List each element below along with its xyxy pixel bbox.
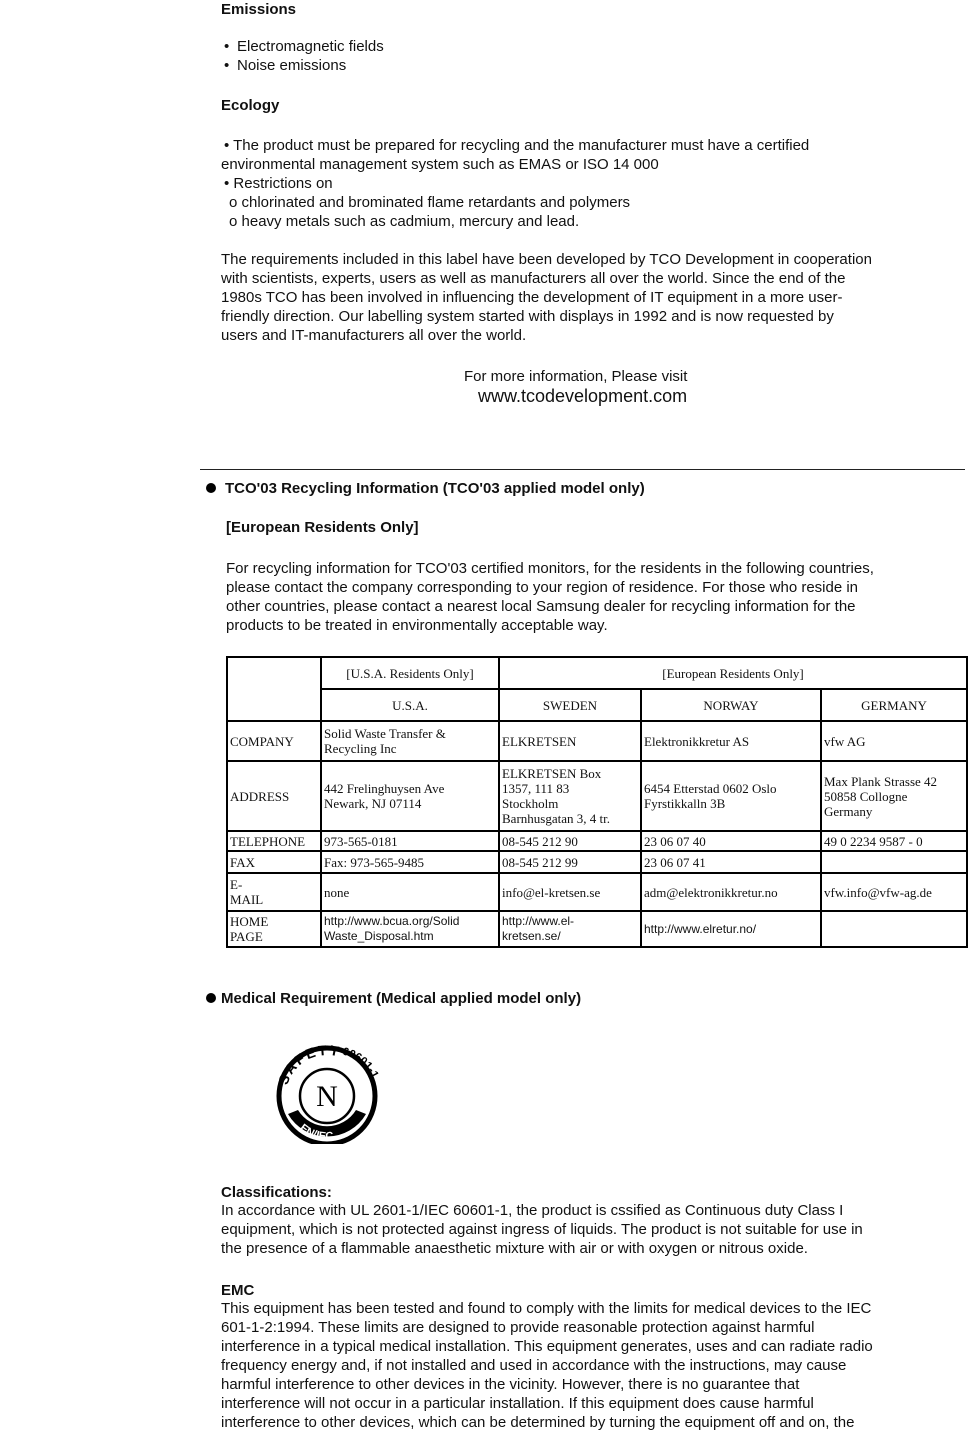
ecology-line: • Restrictions on <box>224 175 333 192</box>
seal-top-text: SAFETY <box>274 1044 343 1087</box>
telephone-norway: 23 06 07 40 <box>641 831 821 851</box>
address-line: 442 Frelinghuysen Ave <box>324 781 445 796</box>
more-info-url[interactable]: www.tcodevelopment.com <box>478 386 688 406</box>
svg-text:60601-1 <box>341 1046 380 1081</box>
row-label-homepage <box>227 911 321 947</box>
telephone-germany: 49 0 2234 9587 - 0 <box>821 831 967 851</box>
homepage-sweden[interactable] <box>499 911 641 947</box>
paragraph-line: equipment, which is not protected against ingress of liquids. The product is not suitable for use in <box>221 1221 863 1238</box>
paragraph-line: frequency energy and, if not installed and used in accordance with the instructions, may cause <box>221 1357 847 1374</box>
tco-recycling-paragraph <box>226 559 968 635</box>
address-usa <box>321 761 499 831</box>
tco-recycling-heading: TCO'03 Recycling Information (TCO'03 applied model only) <box>225 480 645 497</box>
table-row <box>227 721 967 761</box>
row-label-telephone: TELEPHONE <box>227 831 321 851</box>
row-label-company: COMPANY <box>227 721 321 761</box>
tco-recycling-subheading: [European Residents Only] <box>226 519 419 536</box>
company-sweden: ELKRETSEN <box>499 721 641 761</box>
label-line: HOME <box>230 914 269 929</box>
homepage-usa[interactable] <box>321 911 499 947</box>
url-line: Waste_Disposal.htm <box>324 929 434 943</box>
paragraph-line: users and IT-manufacturers all over the world. <box>221 327 527 344</box>
email-norway[interactable]: adm@elektronikkretur.no <box>641 873 821 911</box>
table-corner-cell <box>227 657 321 721</box>
table-row <box>227 851 967 873</box>
safety-seal-icon <box>272 1044 382 1144</box>
url-line: http://www.bcua.org/Solid <box>324 914 460 928</box>
fax-germany <box>821 851 967 873</box>
url-line: kretsen.se/ <box>502 929 561 943</box>
table-row <box>227 831 967 851</box>
address-line: 1357, 111 83 <box>502 781 570 796</box>
paragraph-line: interference in a typical medical installation. This equipment generates, uses and can radiate radio <box>221 1338 873 1355</box>
seal-center: N <box>316 1080 338 1113</box>
col-germany: GERMANY <box>821 689 967 721</box>
row-label-address: ADDRESS <box>227 761 321 831</box>
paragraph-line: The requirements included in this label have been developed by TCO Development in cooperation <box>221 251 872 268</box>
section-divider <box>200 469 965 470</box>
label-line: MAIL <box>230 892 264 907</box>
email-sweden[interactable]: info@el-kretsen.se <box>499 873 641 911</box>
row-label-email <box>227 873 321 911</box>
paragraph-line: the presence of a flammable anaesthetic mixture with air or with oxygen or nitrous oxide. <box>221 1240 808 1257</box>
table-row <box>227 689 967 721</box>
paragraph-line: products to be treated in environmentally acceptable way. <box>226 617 608 634</box>
paragraph-line: harmful interference to other devices in the vicinity. However, there is no guarantee that <box>221 1376 800 1393</box>
fax-norway: 23 06 07 41 <box>641 851 821 873</box>
email-germany[interactable]: vfw.info@vfw-ag.de <box>821 873 967 911</box>
address-line: Fyrstikkalln 3B <box>644 796 726 811</box>
telephone-usa: 973-565-0181 <box>321 831 499 851</box>
label-line: E- <box>230 877 243 892</box>
address-line: 6454 Etterstad 0602 Oslo <box>644 781 777 796</box>
label-line: PAGE <box>230 929 263 944</box>
email-usa: none <box>321 873 499 911</box>
bullet-icon <box>206 993 216 1003</box>
ecology-line: o heavy metals such as cadmium, mercury and lead. <box>229 213 580 230</box>
bullet-icon <box>206 483 216 493</box>
homepage-germany <box>821 911 967 947</box>
table-row <box>227 657 967 689</box>
classifications-heading: Classifications: <box>221 1184 332 1201</box>
seal-bottom-text: EN/IEC <box>297 1121 334 1143</box>
eu-residents-header: [European Residents Only] <box>499 657 967 689</box>
ecology-line: • The product must be prepared for recycling and the manufacturer must have a certified <box>224 137 810 154</box>
fax-usa: Fax: 973-565-9485 <box>321 851 499 873</box>
col-sweden: SWEDEN <box>499 689 641 721</box>
medical-heading: Medical Requirement (Medical applied model only) <box>221 990 582 1007</box>
company-norway: Elektronikkretur AS <box>641 721 821 761</box>
telephone-sweden: 08-545 212 90 <box>499 831 641 851</box>
list-item: • Electromagnetic fields <box>221 37 384 56</box>
address-line: 50858 Collogne <box>824 788 908 804</box>
classifications-paragraph <box>221 1201 966 1258</box>
address-line: Max Plank Strasse 42 <box>824 773 938 789</box>
address-line: Germany <box>824 803 873 819</box>
paragraph-line: In accordance with UL 2601-1/IEC 60601-1, the product is cssified as Continuous duty Class I <box>221 1202 844 1219</box>
seal-right-text: 60601-1 <box>341 1045 381 1081</box>
col-norway: NORWAY <box>641 689 821 721</box>
ecology-heading: Ecology <box>221 97 280 114</box>
url-line: http://www.el- <box>502 914 575 928</box>
company-germany: vfw AG <box>821 721 967 761</box>
row-label-fax: FAX <box>227 851 321 873</box>
emissions-list <box>221 37 384 75</box>
fax-sweden: 08-545 212 99 <box>499 851 641 873</box>
company-usa: Solid Waste Transfer & Recycling Inc <box>321 721 499 761</box>
paragraph-line: other countries, please contact a nearest local Samsung dealer for recycling information for the <box>226 598 856 615</box>
emissions-heading: Emissions <box>221 1 297 18</box>
ecology-line: o chlorinated and brominated flame retardants and polymers <box>229 194 631 211</box>
requirements-paragraph <box>221 250 966 345</box>
ecology-line: environmental management system such as EMAS or ISO 14 000 <box>221 156 659 173</box>
emc-heading: EMC <box>221 1282 255 1299</box>
paragraph-line: with scientists, experts, users as well as manufacturers all over the world. Since the end of the <box>221 270 846 287</box>
us-residents-header: [U.S.A. Residents Only] <box>321 657 499 689</box>
ecology-body <box>221 136 966 231</box>
more-info-text: For more information, Please visit <box>464 368 688 385</box>
paragraph-line: 601-1-2:1994. These limits are designed to provide reasonable protection against harmful <box>221 1319 815 1336</box>
paragraph-line: For recycling information for TCO'03 certified monitors, for the residents in the following countries, <box>226 560 874 577</box>
paragraph-line: friendly direction. Our labelling system started with displays in 1992 and is now requested by <box>221 308 834 325</box>
address-line: Barnhusgatan 3, 4 tr. <box>502 811 610 826</box>
table-row <box>227 911 967 947</box>
paragraph-line: interference to other devices, which can be determined by turning the equipment off and on, the <box>221 1414 855 1431</box>
address-line: Newark, NJ 07114 <box>324 796 422 811</box>
address-line: ELKRETSEN Box <box>502 766 602 781</box>
paragraph-line: This equipment has been tested and found to comply with the limits for medical devices to the IEC <box>221 1300 872 1317</box>
recycling-contact-table <box>226 656 968 948</box>
address-germany <box>821 761 967 831</box>
col-usa: U.S.A. <box>321 689 499 721</box>
paragraph-line: interference will not occur in a particular installation. If this equipment does cause harmful <box>221 1395 814 1412</box>
paragraph-line: 1980s TCO has been involved in influencing the development of IT equipment in a more user- <box>221 289 843 306</box>
address-norway <box>641 761 821 831</box>
paragraph-line: please contact the company corresponding to your region of residence. For those who reside in <box>226 579 859 596</box>
table-row <box>227 873 967 911</box>
table-row <box>227 761 967 831</box>
emc-paragraph <box>221 1299 966 1432</box>
homepage-norway[interactable]: http://www.elretur.no/ <box>641 911 821 947</box>
list-item: • Noise emissions <box>221 56 384 75</box>
address-line: Stockholm <box>502 796 559 811</box>
address-sweden <box>499 761 641 831</box>
